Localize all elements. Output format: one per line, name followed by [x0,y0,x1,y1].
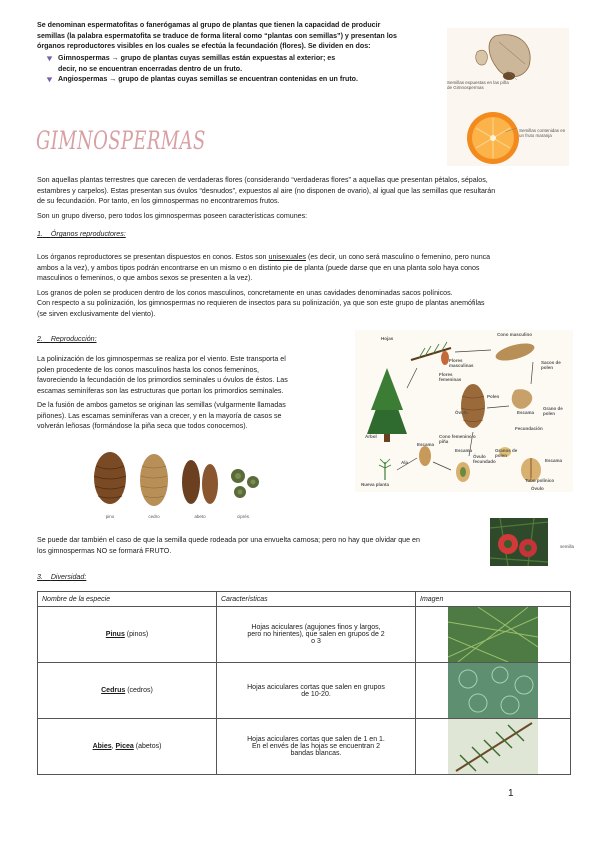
bullet-angiospermas: Angiospermas → grupo de plantas cuyas semillas se encuentran contenidas en un fruto. [46,74,426,85]
col-header-image: Imagen [416,592,571,607]
pinus-needles-image [448,607,538,662]
abies-needles-image [448,719,538,774]
label-fecundacion: Fecundación [515,426,543,431]
image-cell [416,607,571,663]
features-cell: Hojas aciculares (agujones finos y largos, pero no hirientes), que salen en grupos de 2 o 3 [217,607,416,663]
diversity-intro: Son un grupo diverso, pero todos los gimnospermas poseen características comunes: [37,212,308,220]
cone-caption-cedro: cedro [148,514,160,519]
table-header-row [38,592,571,607]
label-flores-femeninas: Flores femeninas [439,372,462,382]
label-tubo-polinico: Tubo polínico [525,478,555,483]
pine-seed-illustration [447,28,569,166]
aril-photo [490,518,548,566]
cone-caption-cipres: ciprés [236,514,249,519]
section-2-heading: 2. Reproducción: [37,335,97,343]
image-cell [416,719,571,775]
cone-caption-abeto: abeto [194,514,206,519]
seed-label-top: Semillas expuestas en las piña de Gimnospermas [447,80,509,90]
image-cell [416,663,571,719]
label-escama-3: Escama [455,448,473,453]
table-row [38,663,571,719]
arrow-bullet-icon [46,55,53,62]
label-ovulo: Óvulo [455,410,468,415]
species-name-cell: Cedrus (cedros) [38,663,217,719]
intro-bullets [46,53,426,85]
species-table [37,591,571,775]
col-header-name: Nombre de la especie [38,592,217,607]
label-granos-polen: Granos de polen [495,448,518,458]
life-cycle-diagram [355,330,573,492]
aril-paragraph: Se puede dar también el caso de que la semilla quede rodeada por una envuelta carnosa; pero no hay que olvidar que en los gimnospermas NO se formará FRUTO. [37,536,420,555]
page-number: 1 [508,788,514,799]
label-escama-4: Escama [545,458,563,463]
table-row [38,607,571,663]
intro-text: Se denominan espermatofitas o fanerógamas al grupo de plantas que tienen la capacidad de producir semillas (la palabra espermatofita se traduce de forma literal como “plantas con semillas”) y presentan los órganos reproductores visibles en los cuales se efectúa la fecundación (flores). Se dividen en dos: [37,21,397,50]
section-3-heading: 3. Diversidad: [37,573,87,581]
label-flores-masculinas: Flores masculinas [449,358,474,368]
section-2-body: La polinización de los gimnospermas se realiza por el viento. Este transporta el polen procedente de los conos masculinos hasta los conos femeninos, favoreciendo la fecundación de los primordios seminales u óvulos de éstos. Las escamas seminíferas son las estructuras que portan los primordios seminales. De la fusión de ambos gametos se originan las semillas (vulgarmente llamadas piñones). Las escamas seminíferas van a crecer, y en la mayoría de casos se volverán leñosas (formándose la piña seca que todos conocemos). [37,355,288,430]
label-sacos-polen: Sacos de polen [541,360,561,370]
bullet-gimnospermas: Gimnospermas → grupo de plantas cuyas semillas están expuestas al exterior; es decir, no se encuentran encerradas dentro de un fruto. [46,53,426,74]
yew-aril-illustration [490,518,548,566]
cone-caption-pino: pino [105,514,115,519]
features-cell: Hojas aciculares cortas que salen de 1 en 1. En el envés de las hojas se encuentran 2 bandas blancas. [217,719,416,775]
label-ovulo-fecundado: Óvulo fecundado [473,454,496,464]
arrow-bullet-icon [46,76,53,83]
page-title: GIMNOSPERMAS [36,126,206,155]
label-cono-masculino: Cono masculino [497,332,533,337]
section-1-heading: 1. Órganos reproductores: [37,230,126,238]
label-ovulo-2: Óvulo [531,486,544,491]
section-1-body: Los órganos reproductores se presentan dispuestos en conos. Estos son unisexuales (es decir, un cono será masculino o femenino, pero nunca ambos a la vez), y ambos tipos podrán encontrarse en un mismo o en distinto pie de planta (puede darse que en una planta solo haya conos masculinos o femeninos, o que ambos sexos se presenten a la vez). Los granos de polen se producen dentro de los conos masculinos, concretamente en unas cavidades denominadas sacos polínicos. Con respecto a su polinización, los gimnospermas no requieren de insectos para su polinización, ya que son este grupo de plantas anemófilas (se sirven exclusivamente del viento). [37,253,491,318]
species-name-cell: Pinus (pinos) [38,607,217,663]
aril-label: semilla [559,544,574,549]
species-name-cell: Abies, Picea (abetos) [38,719,217,775]
seed-figure [447,28,569,166]
label-cono-femenino: Cono femenino o piña [439,434,476,444]
label-arbol: Árbol [365,434,377,439]
label-ala: Ala [401,460,409,465]
definition-paragraph: Son aquellas plantas terrestres que carecen de verdaderas flores (considerando “verdaderas flores” a aquellas que presentan pétalos, sépalos, estambres y carpelos). Estas presentan sus óvulos “desnudos”, expuestos al aire (no disponen de ovario), al igual que las semillas que resultarán de su fecundación. Por tanto, en los gimnospermas no encontraremos frutos. [37,176,496,205]
cones-photo-strip [88,442,270,524]
label-hojas: Hojas [381,336,394,341]
col-header-features: Características [217,592,416,607]
features-cell: Hojas aciculares cortas que salen en grupos de 10-20. [217,663,416,719]
label-nueva-planta: Nueva planta [361,482,390,487]
label-polen: Polen [487,394,500,399]
seed-label-bottom: Semillas contenidas en un fruto maranja [519,128,566,138]
cedrus-needles-image [448,663,538,718]
label-escama-2: Escama [417,442,435,447]
cones-illustration [88,442,270,512]
label-escama: Escama [517,410,535,415]
table-row [38,719,571,775]
label-grano-polen: Grano de polen [543,406,563,416]
